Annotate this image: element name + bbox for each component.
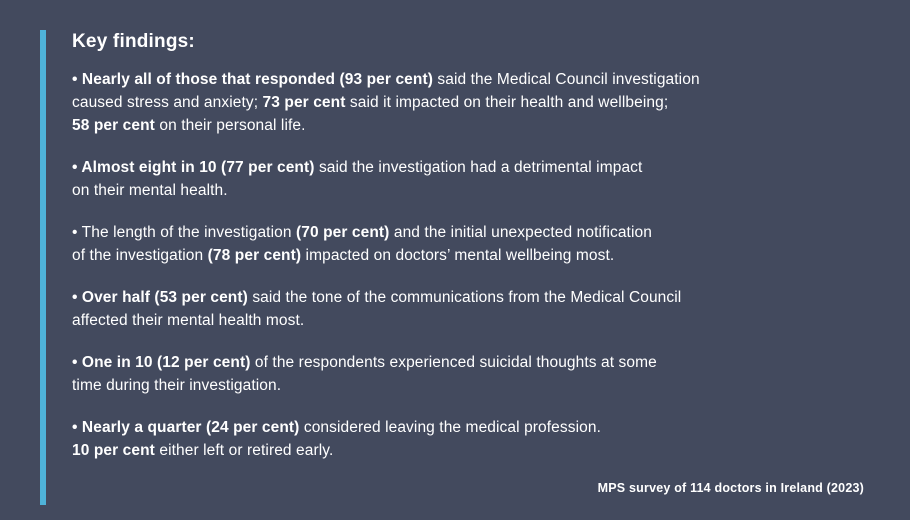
finding-line (72, 374, 872, 397)
finding-item (72, 68, 872, 137)
finding-text: said the tone of the communications from the Medical Council (247, 289, 682, 306)
finding-text: of the respondents experienced suicidal thoughts at some (250, 354, 657, 371)
finding-line (72, 114, 872, 137)
source-note: MPS survey of 114 doctors in Ireland (2023) (597, 481, 864, 495)
finding-item (72, 221, 872, 267)
finding-item (72, 286, 872, 332)
finding-text: on their personal life. (154, 117, 306, 134)
findings-list (72, 68, 872, 462)
finding-text: of the investigation (72, 247, 208, 264)
finding-line (72, 286, 872, 309)
finding-text: • The length of the investigation (72, 224, 296, 241)
finding-text: affected their mental health most. (72, 312, 305, 329)
finding-highlight: • One in 10 (12 per cent) (72, 354, 251, 371)
finding-text: and the initial unexpected notification (389, 224, 652, 241)
finding-text: impacted on doctors’ mental wellbeing most. (301, 247, 615, 264)
finding-line (72, 439, 872, 462)
finding-text: considered leaving the medical profession. (299, 419, 601, 436)
accent-bar (40, 30, 46, 505)
finding-line (72, 68, 872, 91)
finding-item (72, 156, 872, 202)
finding-highlight: • Over half (53 per cent) (72, 289, 248, 306)
finding-highlight: • Almost eight in 10 (77 per cent) (72, 159, 315, 176)
finding-text: said the investigation had a detrimental impact (314, 159, 643, 176)
finding-highlight: 58 per cent (72, 117, 155, 134)
finding-line (72, 91, 872, 114)
finding-text: either left or retired early. (154, 442, 334, 459)
key-findings-panel (72, 30, 872, 481)
finding-text: on their mental health. (72, 182, 228, 199)
finding-line (72, 416, 872, 439)
finding-line (72, 351, 872, 374)
finding-text: said the Medical Council investigation (432, 71, 700, 88)
finding-highlight: (70 per cent) (295, 224, 390, 241)
finding-highlight: • Nearly a quarter (24 per cent) (72, 419, 300, 436)
finding-line (72, 221, 872, 244)
finding-item (72, 416, 872, 462)
finding-highlight: 10 per cent (72, 442, 155, 459)
finding-text: time during their investigation. (72, 377, 282, 394)
finding-item (72, 351, 872, 397)
finding-highlight: 73 per cent (262, 94, 346, 111)
finding-line (72, 309, 872, 332)
finding-text: caused stress and anxiety; (72, 94, 263, 111)
finding-line (72, 244, 872, 267)
finding-text: said it impacted on their health and wellbeing; (345, 94, 669, 111)
finding-line (72, 179, 872, 202)
finding-highlight: • Nearly all of those that responded (93 per cent) (72, 71, 433, 88)
finding-line (72, 156, 872, 179)
finding-highlight: (78 per cent) (207, 247, 302, 264)
key-findings-heading: Key findings: (72, 31, 195, 52)
